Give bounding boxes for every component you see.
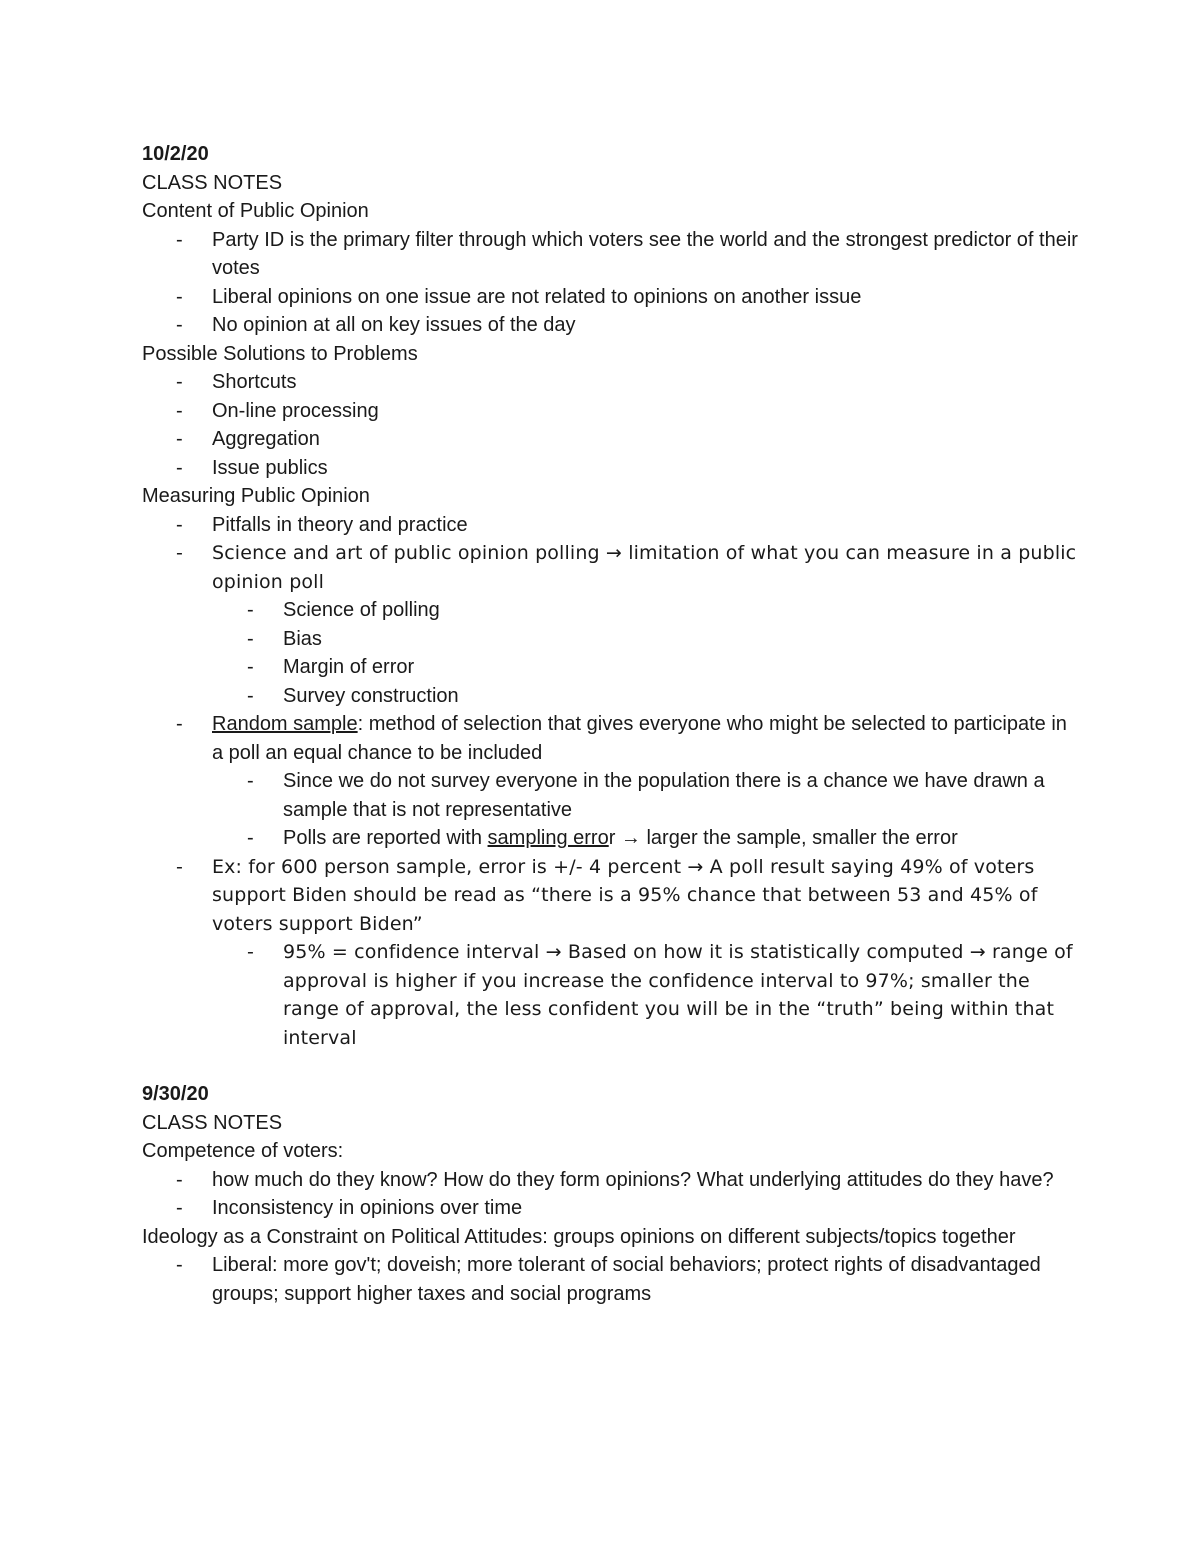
term-random-sample: Random sample <box>212 713 358 735</box>
bullet-dash: - <box>247 684 254 707</box>
section-title: Possible Solutions to Problems <box>142 342 418 365</box>
bullet-dash: - <box>247 627 254 650</box>
list-item: - Liberal: more gov't; doveish; more tolerant of social behaviors; protect rights of disadvantaged groups; support higher taxes and social programs <box>142 1251 1082 1308</box>
bullet-dash: - <box>247 770 254 792</box>
list-item: - Issue publics <box>142 454 1082 483</box>
bullet-dash: - <box>247 656 254 678</box>
bullet-dash: - <box>176 542 184 564</box>
entry-heading: CLASS NOTES <box>142 1111 283 1134</box>
entry-heading: CLASS NOTES <box>142 171 283 194</box>
bullet-dash: - <box>176 855 184 878</box>
bullet-dash: - <box>247 599 254 621</box>
sub-list-item: - Science of polling <box>142 596 1082 625</box>
list-item: - Party ID is the primary filter through which voters see the world and the strongest predictor of their votes <box>142 226 1082 283</box>
list-item: - No opinion at all on key issues of the day <box>142 311 1082 340</box>
bullet-dash: - <box>176 399 183 422</box>
bullet-dash: - <box>176 1254 183 1276</box>
sub-list-item: - Bias <box>142 625 1082 654</box>
entry-date: 10/2/20 <box>142 143 209 165</box>
section-title: Competence of voters: <box>142 1140 344 1162</box>
note-entry <box>142 1080 1082 1308</box>
bullet-dash: - <box>176 1168 183 1191</box>
sub-list-item: - Polls are reported with sampling error → larger the sample, smaller the error <box>142 824 1082 853</box>
list-item: - Random sample: method of selection that gives everyone who might be selected to participate in a poll an equal chance to be included <box>142 710 1082 767</box>
list-item: - Liberal opinions on one issue are not related to opinions on another issue <box>142 283 1082 312</box>
section-title: Measuring Public Opinion <box>142 485 370 507</box>
term-sampling-error: sampling erro <box>487 827 609 849</box>
sub-list-item: - Survey construction <box>142 682 1082 711</box>
section-title: Content of Public Opinion <box>142 200 369 222</box>
list-item: - how much do they know? How do they form opinions? What underlying attitudes do they have? <box>142 1166 1082 1195</box>
list-item: - Ex: for 600 person sample, error is +/- 4 percent → A poll result saying 49% of voters support Biden should be read as “there is a 95% chance that between 53 and 45% of voters support Biden” <box>142 853 1082 939</box>
bullet-dash: - <box>176 513 183 536</box>
section-title: Ideology as a Constraint on Political Attitudes: groups opinions on different subjects/topics together <box>142 1225 1016 1248</box>
list-item: - Inconsistency in opinions over time <box>142 1194 1082 1223</box>
bullet-dash: - <box>176 371 183 393</box>
bullet-dash: - <box>176 428 183 450</box>
list-item: - Aggregation <box>142 425 1082 454</box>
list-item: - Shortcuts <box>142 368 1082 397</box>
sub-list-item: - 95% = confidence interval → Based on how it is statistically computed → range of approval is higher if you increase the confidence interval to 97%; smaller the range of approval, the less confident you will be in the “truth” being within that interval <box>142 938 1082 1052</box>
sub-list-item: - Since we do not survey everyone in the population there is a chance we have drawn a sample that is not representative <box>142 767 1082 824</box>
notes-page <box>142 140 1082 1308</box>
bullet-dash: - <box>176 314 183 336</box>
list-item: - Science and art of public opinion polling → limitation of what you can measure in a public opinion poll <box>142 539 1082 596</box>
entry-spacer <box>142 1052 1082 1080</box>
bullet-dash: - <box>247 941 255 963</box>
bullet-dash: - <box>176 285 183 308</box>
note-entry <box>142 140 1082 1052</box>
bullet-dash: - <box>176 228 183 251</box>
sub-list-item: - Margin of error <box>142 653 1082 682</box>
bullet-dash: - <box>176 1197 183 1219</box>
bullet-dash: - <box>176 713 183 735</box>
bullet-dash: - <box>247 827 254 849</box>
list-item: - Pitfalls in theory and practice <box>142 511 1082 540</box>
bullet-dash: - <box>176 456 183 479</box>
list-item: - On-line processing <box>142 397 1082 426</box>
entry-date: 9/30/20 <box>142 1083 209 1105</box>
